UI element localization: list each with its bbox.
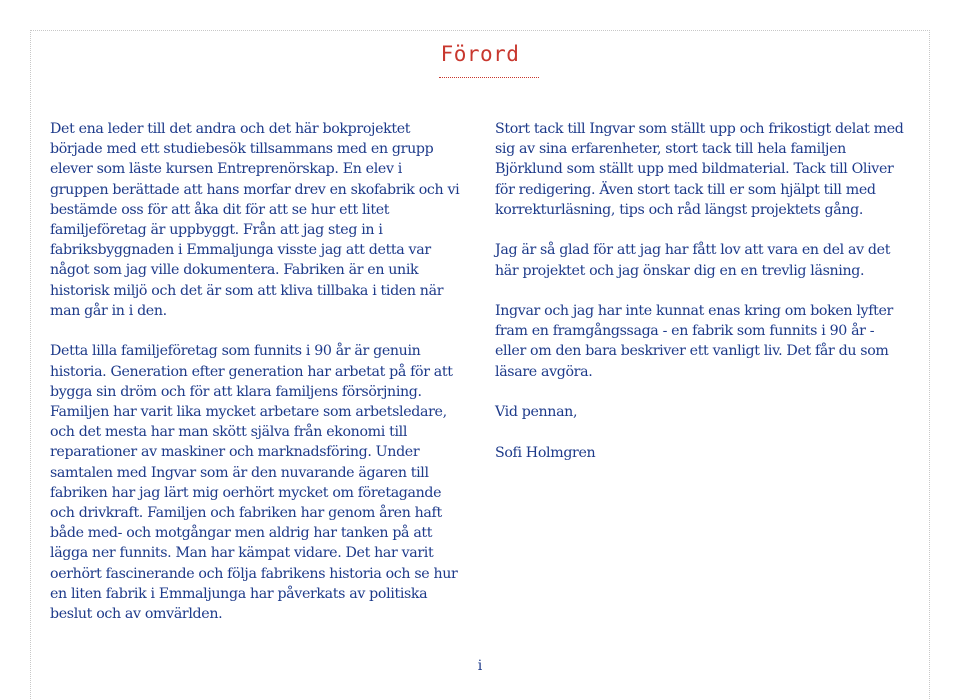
right-paragraph-1: Stort tack till Ingvar som ställt upp och frikostigt delat med sig av sina erfarenheter, stort tack till hela familjen Björklund som ställt upp med bildmaterial. Tack till Oliver för redigering. Även stort tack till er som hjälpt till med korrekturläsning, tips och råd längst projektets gång. xyxy=(495,121,904,218)
left-column xyxy=(50,119,462,644)
page-title: Förord xyxy=(440,42,520,66)
page-number: i xyxy=(477,658,483,674)
left-paragraph-2: Detta lilla familjeföretag som funnits i 90 år är genuin historia. Generation efter generation har arbetat på för att bygga sin dröm och för att klara familjens försörjning. Familjen har varit lika mycket arbetare som arbetsledare, och det mesta har man skött själva från ekonomi till reparationer av maskiner och marknadsföring. Under samtalen med Ingvar som är den nuvarande ägaren till fabriken har jag lärt mig oerhört mycket om företagande och drivkraft. Familjen och fabriken har genom åren haft både med- och motgångar men aldrig har tanken på att lägga ner funnits. Man har kämpat vidare. Det har varit oerhört fascinerande och följa fabrikens historia och se hur en liten fabrik i Emmaljunga har påverkats av politiska beslut och av omvärlden. xyxy=(50,343,458,622)
left-paragraph-1: Det ena leder till det andra och det här bokprojektet började med ett studiebesök tillsammans med en grupp elever som läste kursen Entreprenörskap. En elev i gruppen berättade att hans morfar drev en skofabrik och vi bestämde oss för att åka dit för att se hur ett litet familjeföretag är uppbyggt. Från att jag steg in i fabriksbyggnaden i Emmaljunga visste jag att detta var något som jag ville dokumentera. Fabriken är en unik historisk miljö och det är som att kliva tillbaka i tiden när man går in i den. xyxy=(50,121,460,319)
right-paragraph-3: Ingvar och jag har inte kunnat enas kring om boken lyfter fram en framgångssaga - en fabrik som funnits i 90 år - eller om den bara beskriver ett vanligt liv. Det får du som läsare avgöra. xyxy=(495,303,893,380)
signature: Sofi Holmgren xyxy=(495,444,596,461)
closing-line: Vid pennan, xyxy=(495,404,578,421)
right-paragraph-2: Jag är så glad för att jag har fått lov att vara en del av det här projektet och jag önskar dig en en trevlig läsning. xyxy=(495,242,891,279)
right-column xyxy=(495,119,907,483)
title-underline xyxy=(439,77,539,78)
